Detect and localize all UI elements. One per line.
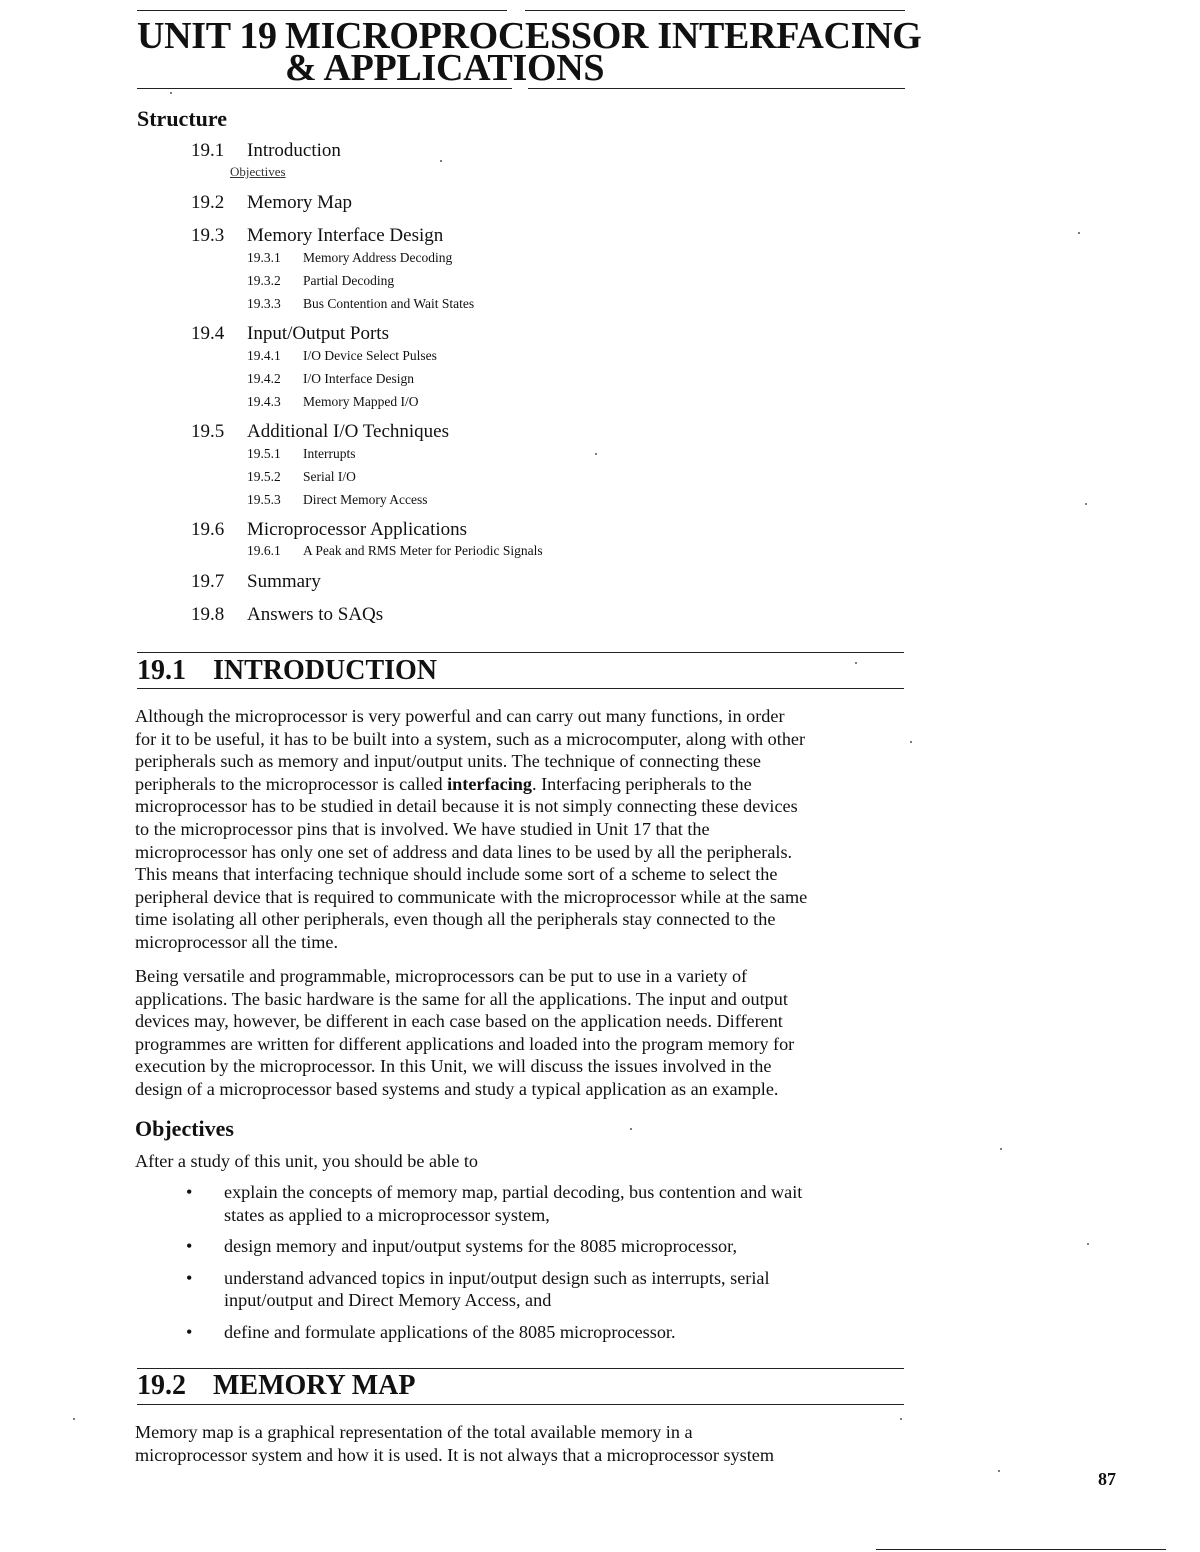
section-title: MEMORY MAP xyxy=(213,1370,416,1401)
scan-speck xyxy=(998,1470,1000,1472)
paragraph-line: microprocessor has only one set of address and data lines to be used by all the peripherals. xyxy=(135,841,793,862)
toc-sub-number: 19.4.1 xyxy=(247,348,281,363)
term-interfacing: interfacing xyxy=(447,773,532,794)
scan-speck xyxy=(1085,503,1087,505)
footer-rule xyxy=(876,1549,1166,1550)
toc-sub-number: 19.4.3 xyxy=(247,394,281,409)
section-19-2-top-rule xyxy=(137,1368,904,1369)
toc-number: 19.5 xyxy=(191,421,225,442)
section-title: INTRODUCTION xyxy=(213,655,438,686)
paragraph-line: execution by the microprocessor. In this Unit, we will discuss the issues involved in the xyxy=(135,1056,772,1077)
toc-subitem-19-4-3 xyxy=(247,394,418,410)
toc-number: 19.2 xyxy=(191,192,225,213)
toc-sub-number: 19.3.2 xyxy=(247,273,281,288)
objectives-list xyxy=(186,1181,906,1353)
title-bottom-rule-right xyxy=(528,88,905,89)
paragraph-line: This means that interfacing technique should include some sort of a scheme to select the xyxy=(135,864,778,885)
toc-sub-label: Interrupts xyxy=(303,446,356,461)
bullet-icon: • xyxy=(186,1236,193,1257)
toc-sub-label: Bus Contention and Wait States xyxy=(303,296,475,311)
scan-speck xyxy=(900,1418,902,1420)
list-item xyxy=(186,1181,906,1226)
scan-speck xyxy=(1078,232,1080,234)
toc-item-19-4 xyxy=(191,323,389,345)
section-19-2-bottom-rule xyxy=(137,1404,904,1405)
bullet-icon: • xyxy=(186,1321,193,1342)
toc-sub-number: 19.3.1 xyxy=(247,250,281,265)
paragraph-line: time isolating all other peripherals, even though all the peripherals stay connected to the xyxy=(135,909,776,930)
toc-label: Memory Interface Design xyxy=(247,225,444,246)
paragraph-line: design of a microprocessor based systems and study a typical application as an example. xyxy=(135,1078,779,1099)
bullet-icon: • xyxy=(186,1182,193,1202)
toc-subitem-19-4-2 xyxy=(247,371,414,387)
toc-number: 19.1 xyxy=(191,140,225,161)
paragraph-line: microprocessor system and how it is used. It is not always that a microprocessor system xyxy=(135,1444,774,1465)
paragraph-line: to the microprocessor pins that is involved. We have studied in Unit 17 that the xyxy=(135,818,710,839)
paragraph-line: devices may, however, be different in each case based on the application needs. Different xyxy=(135,1011,783,1032)
toc-sub-label: I/O Interface Design xyxy=(303,371,414,386)
toc-subitem-19-3-1 xyxy=(247,250,452,266)
bullet-icon: • xyxy=(186,1267,193,1288)
paragraph-line: programmes are written for different applications and loaded into the program memory for xyxy=(135,1033,795,1054)
toc-subitem-19-5-1 xyxy=(247,446,355,462)
toc-sub-label: Partial Decoding xyxy=(303,273,395,288)
toc-sub-label: Memory Mapped I/O xyxy=(303,394,419,409)
toc-label: Memory Map xyxy=(247,192,353,213)
paragraph-line: states as applied to a microprocessor system, xyxy=(224,1204,550,1225)
title-bottom-rule-left xyxy=(137,88,512,89)
paragraph-line: Although the microprocessor is very powerful and can carry out many functions, in order xyxy=(135,706,785,726)
toc-item-objectives: Objectives xyxy=(230,164,286,179)
toc-label: Answers to SAQs xyxy=(247,604,384,625)
paragraph-line: explain the concepts of memory map, partial decoding, bus contention and wait xyxy=(224,1182,803,1202)
toc-number: 19.6 xyxy=(191,519,225,540)
toc-label: Summary xyxy=(247,571,321,592)
toc-subitem-19-6-1 xyxy=(247,543,543,559)
toc-item-19-5 xyxy=(191,421,449,443)
scan-speck xyxy=(595,453,597,455)
section-heading-introduction xyxy=(137,656,437,686)
paragraph-line: for it to be useful, it has to be built into a system, such as a microcomputer, along with other xyxy=(135,728,806,749)
toc-sub-label: I/O Device Select Pulses xyxy=(303,348,437,363)
section-number: 19.2 xyxy=(137,1370,186,1401)
title-top-rule-left xyxy=(137,10,507,11)
toc-sub-label: Direct Memory Access xyxy=(303,492,428,507)
paragraph-line: understand advanced topics in input/output design such as interrupts, serial xyxy=(224,1267,770,1288)
paragraph-line: define and formulate applications of the 8085 microprocessor. xyxy=(224,1321,676,1342)
toc-label: Input/Output Ports xyxy=(247,323,389,344)
toc-number: 19.7 xyxy=(191,571,225,592)
toc-item-19-2 xyxy=(191,192,352,214)
structure-heading: Structure xyxy=(137,106,228,131)
list-item xyxy=(186,1267,906,1312)
paragraph-line: microprocessor has to be studied in detail because it is not simply connecting these devices xyxy=(135,796,798,817)
toc-item-19-8 xyxy=(191,604,383,626)
toc-subitem-19-5-3 xyxy=(247,492,427,508)
paragraph-line: design memory and input/output systems for the 8085 microprocessor, xyxy=(224,1236,737,1257)
toc-item-19-3 xyxy=(191,225,443,247)
objectives-intro xyxy=(135,1150,905,1173)
section-19-1-bottom-rule xyxy=(137,688,904,689)
paragraph-line: applications. The basic hardware is the same for all the applications. The input and output xyxy=(135,988,788,1009)
scan-speck xyxy=(855,662,857,664)
toc-sub-number: 19.5.3 xyxy=(247,492,281,507)
scan-speck xyxy=(170,92,172,94)
toc-sub-number: 19.3.3 xyxy=(247,296,281,311)
toc-subitem-19-5-2 xyxy=(247,469,356,485)
toc-label: Additional I/O Techniques xyxy=(247,421,450,442)
section-19-1-top-rule xyxy=(137,652,904,653)
intro-paragraph-2 xyxy=(135,965,905,1101)
unit-title-line-2 xyxy=(137,49,604,87)
scan-speck xyxy=(1087,1243,1089,1245)
objectives-heading: Objectives xyxy=(135,1116,234,1141)
paragraph-line: microprocessor all the time. xyxy=(135,931,339,952)
toc-label: Microprocessor Applications xyxy=(247,519,468,540)
toc-number: 19.8 xyxy=(191,604,225,625)
unit-title-text-1: MICROPROCESSOR INTERFACING xyxy=(285,15,922,57)
toc-subitem-19-4-1 xyxy=(247,348,437,364)
toc-sub-number: 19.5.1 xyxy=(247,446,281,461)
unit-number: UNIT 19 xyxy=(137,15,277,57)
toc-sub-number: 19.6.1 xyxy=(247,543,281,558)
paragraph-line: input/output and Direct Memory Access, and xyxy=(224,1290,552,1311)
section-heading-memory-map xyxy=(137,1371,415,1401)
scan-speck xyxy=(910,741,912,743)
toc-number: 19.4 xyxy=(191,323,225,344)
paragraph-line: Being versatile and programmable, microprocessors can be put to use in a variety of xyxy=(135,966,748,986)
toc-sub-number: 19.4.2 xyxy=(247,371,281,386)
toc-subitem-19-3-2 xyxy=(247,273,394,289)
text-run: . Interfacing peripherals to the xyxy=(531,773,752,794)
toc-label: Introduction xyxy=(247,140,341,161)
paragraph-line: peripherals such as memory and input/output units. The technique of connecting these xyxy=(135,751,761,772)
toc-sub-number: 19.5.2 xyxy=(247,469,281,484)
toc-item-19-6 xyxy=(191,519,467,541)
toc-sub-label: Memory Address Decoding xyxy=(303,250,453,265)
section-number: 19.1 xyxy=(137,655,186,686)
unit-title-text-2: & APPLICATIONS xyxy=(285,47,605,89)
list-item xyxy=(186,1235,906,1258)
intro-paragraph-1 xyxy=(135,705,905,954)
paragraph-line xyxy=(135,773,905,796)
text-run: peripherals to the microprocessor is called xyxy=(135,773,448,794)
scan-speck xyxy=(1000,1148,1002,1150)
list-item xyxy=(186,1321,906,1344)
toc-sub-label: Serial I/O xyxy=(303,469,356,484)
toc-sub-label: A Peak and RMS Meter for Periodic Signals xyxy=(303,543,543,558)
page-number: 87 xyxy=(1098,1469,1116,1489)
toc-number: 19.3 xyxy=(191,225,225,246)
scan-speck xyxy=(630,1128,632,1130)
paragraph-line: peripheral device that is required to communicate with the microprocessor while at the same xyxy=(135,886,808,907)
paragraph-line: After a study of this unit, you should be able to xyxy=(135,1151,478,1171)
toc-item-19-1 xyxy=(191,140,341,162)
title-top-rule-right xyxy=(525,10,905,11)
toc-subitem-19-3-3 xyxy=(247,296,474,312)
paragraph-line: Memory map is a graphical representation of the total available memory in a xyxy=(135,1422,693,1442)
scan-speck xyxy=(73,1418,75,1420)
scan-speck xyxy=(440,160,442,162)
memory-map-paragraph xyxy=(135,1421,905,1466)
toc-item-19-7 xyxy=(191,571,321,593)
